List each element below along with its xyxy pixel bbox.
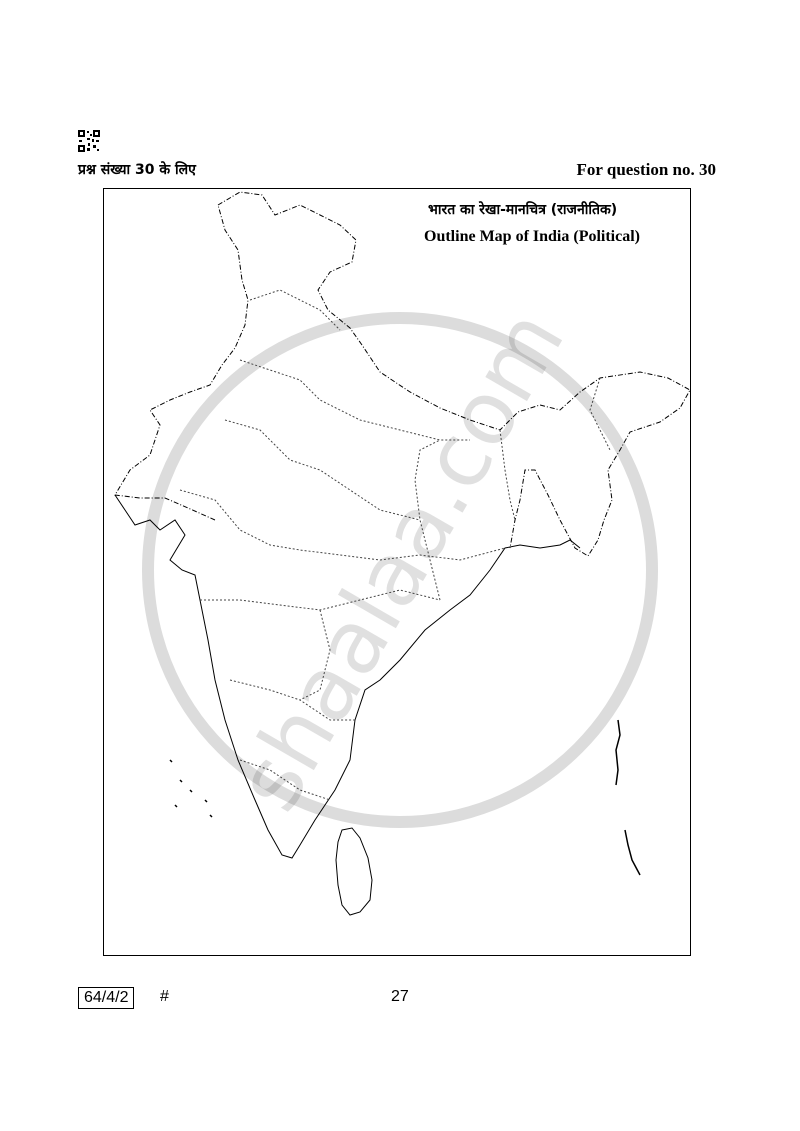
india-international-boundary xyxy=(115,192,690,556)
india-coastline xyxy=(115,495,580,858)
state-boundary xyxy=(200,590,440,610)
watermark-text: shaalaa.com xyxy=(215,292,585,828)
state-boundary xyxy=(240,760,330,800)
state-boundary xyxy=(240,360,470,440)
hash-mark: # xyxy=(160,988,169,1005)
state-boundary xyxy=(180,490,505,560)
map-title-hindi: भारत का रेखा-मानचित्र (राजनीतिक) xyxy=(428,202,618,218)
state-boundary xyxy=(415,440,440,600)
state-boundary xyxy=(250,290,340,330)
state-boundary xyxy=(590,378,610,450)
state-boundary xyxy=(225,420,420,520)
question-ref-hindi: प्रश्न संख्या 30 के लिए xyxy=(78,162,196,178)
state-boundary xyxy=(230,680,355,720)
state-boundary xyxy=(500,430,515,520)
sri-lanka-outline xyxy=(336,828,372,915)
map-title-english: Outline Map of India (Political) xyxy=(424,228,640,245)
question-ref-english: For question no. 30 xyxy=(576,160,716,179)
page-number: 27 xyxy=(391,988,409,1005)
state-boundary xyxy=(300,610,330,700)
paper-code: 64/4/2 xyxy=(78,987,134,1009)
island-groups xyxy=(170,720,640,875)
